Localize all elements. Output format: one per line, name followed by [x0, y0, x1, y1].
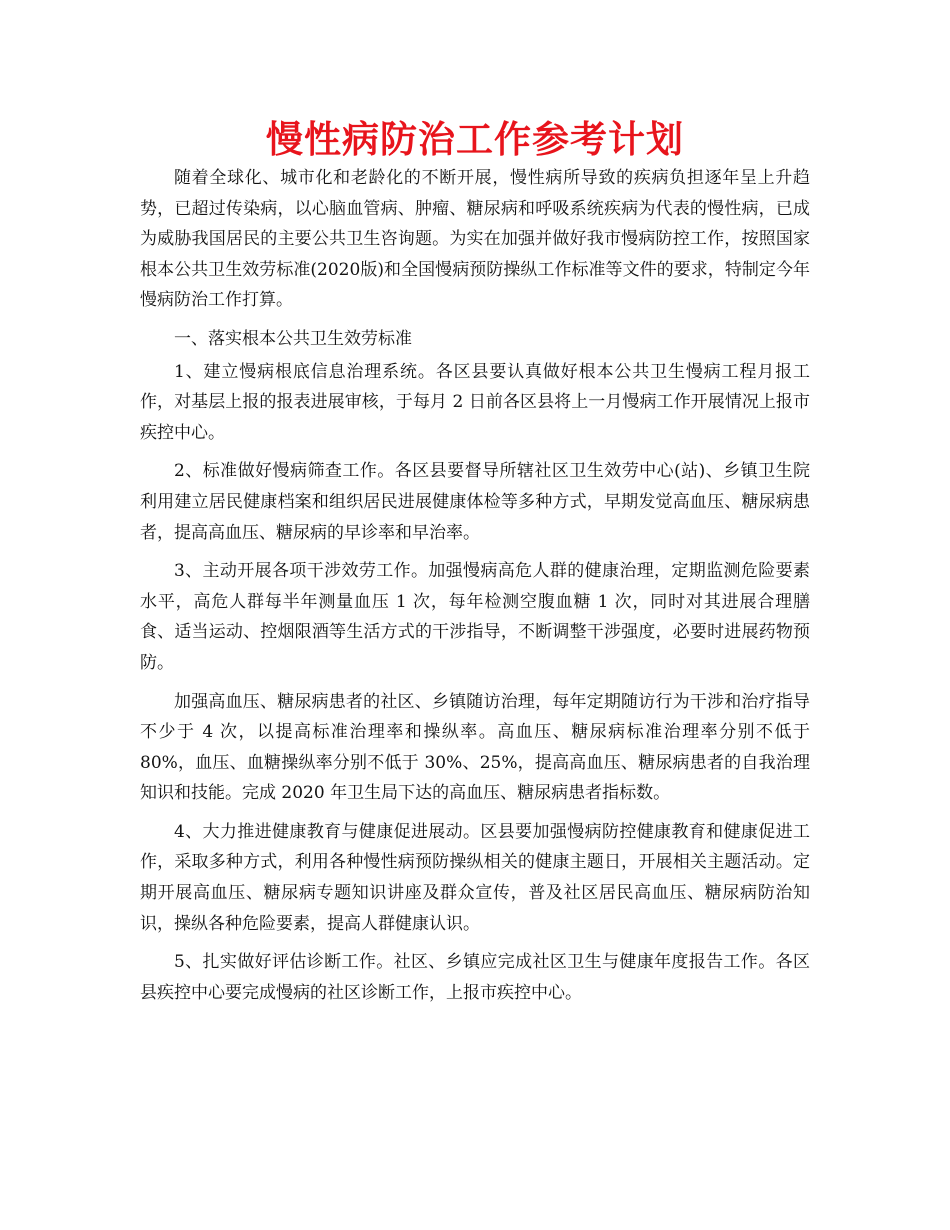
paragraph-follow-up: 加强高血压、糖尿病患者的社区、乡镇随访治理，每年定期随访行为干涉和治疗指导不少于 4 次，以提高标准治理率和操纵率。高血压、糖尿病标准治理率分别不低于 80%，血压、血糖操纵率分别不低于 30%、25%，提高高血压、糖尿病患者的自我治理知识和技能。完成 2020 年卫生局下达的高血压、糖尿病患者指标数。 — [140, 691, 810, 804]
paragraph-item-2: 2、标准做好慢病筛查工作。各区县要督导所辖社区卫生效劳中心(站)、乡镇卫生院利用建立居民健康档案和组织居民进展健康体检等多种方式，早期发觉高血压、糖尿病患者，提高高血压、糖尿病的早诊率和早治率。 — [140, 461, 810, 543]
paragraph-item-3: 3、主动开展各项干涉效劳工作。加强慢病高危人群的健康治理，定期监测危险要素水平，高危人群每半年测量血压 1 次，每年检测空腹血糖 1 次，同时对其进展合理膳食、适当运动、控烟限酒等生活方式的干涉指导，不断调整干涉强度，必要时进展药物预防。 — [140, 561, 810, 673]
paragraph-item-1: 1、建立慢病根底信息治理系统。各区县要认真做好根本公共卫生慢病工程月报工作，对基层上报的报表进展审核，于每月 2 日前各区县将上一月慢病工作开展情况上报市疾控中心。 — [140, 361, 810, 443]
paragraph-item-4: 4、大力推进健康教育与健康促进展动。区县要加强慢病防控健康教育和健康促进工作，采取多种方式，利用各种慢性病预防操纵相关的健康主题日，开展相关主题活动。定期开展高血压、糖尿病专题知识讲座及群众宣传，普及社区居民高血压、糖尿病防治知识，操纵各种危险要素，提高人群健康认识。 — [140, 821, 810, 934]
document-title: 慢性病防治工作参考计划 — [266, 118, 684, 161]
section-heading-1: 一、落实根本公共卫生效劳标准 — [174, 328, 412, 349]
paragraph-intro: 随着全球化、城市化和老龄化的不断开展，慢性病所导致的疾病负担逐年呈上升趋势，已超过传染病，以心脑血管病、肿瘤、糖尿病和呼吸系统疾病为代表的慢性病，已成为威胁我国居民的主要公共卫生咨询题。为实在加强并做好我市慢病防控工作，按照国家根本公共卫生效劳标准(2020版)和全国慢病预防操纵工作标准等文件的要求，特制定今年慢病防治工作打算。 — [140, 168, 810, 311]
document-body — [140, 163, 810, 1016]
paragraph-item-5: 5、扎实做好评估诊断工作。社区、乡镇应完成社区卫生与健康年度报告工作。各区县疾控中心要完成慢病的社区诊断工作，上报市疾控中心。 — [140, 952, 810, 1003]
